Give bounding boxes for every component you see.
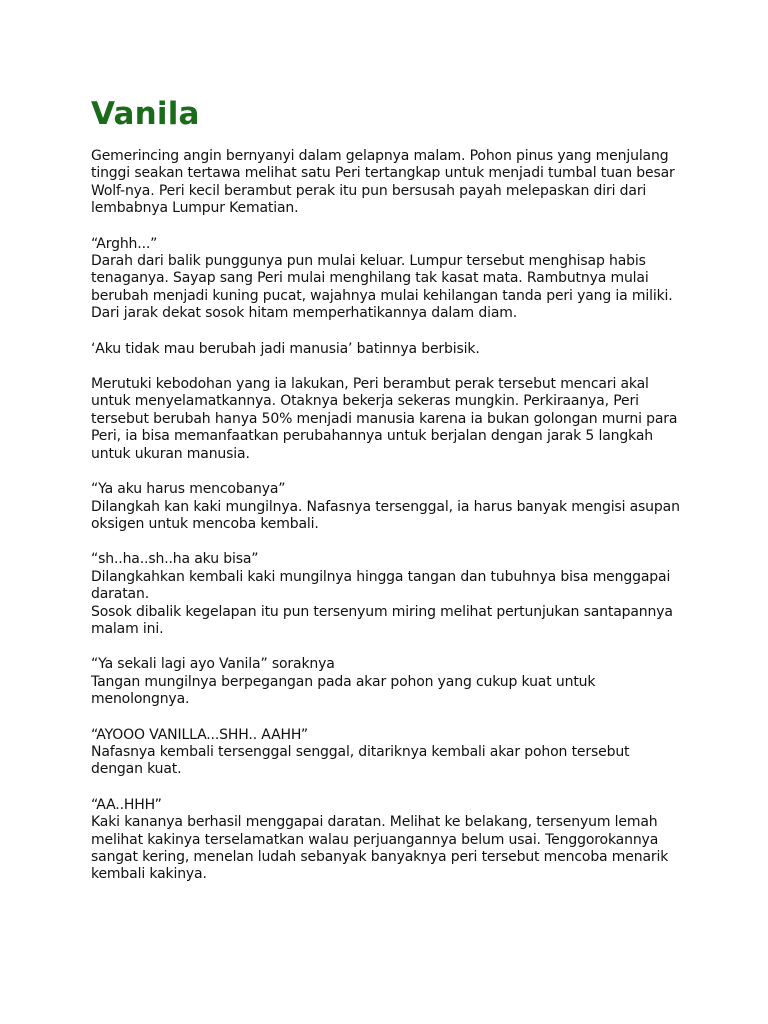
paragraph-line: Tangan mungilnya berpegangan pada akar pohon yang cukup kuat untuk menolongnya. <box>91 673 596 708</box>
dialogue-line: “AYOOO VANILLA...SHH.. AAHH” <box>91 726 308 743</box>
paragraph-line: Gemerincing angin bernyanyi dalam gelapnya malam. Pohon pinus yang menjulang tinggi seakan tertawa melihat satu Peri tertangkap untuk menjadi tumbal tuan besar Wolf-nya. Peri kecil berambut perak itu pun bersusah payah melepaskan diri dari lembabnya Lumpur Kematian. <box>91 148 675 217</box>
paragraph-line: Nafasnya kembali tersenggal senggal, ditariknya kembali akar pohon tersebut dengan kuat. <box>91 743 630 778</box>
paragraph-line: Darah dari balik punggunya pun mulai keluar. Lumpur tersebut menghisap habis tenaganya. Sayap sang Peri mulai menghilang tak kasat mata. Rambutnya mulai berubah menjadi kuning pucat, wajahnya mulai kehilangan tanda peri yang ia miliki. Dari jarak dekat sosok hitam memperhatikannya dalam diam. <box>91 253 673 322</box>
dialogue-line: “Arghh...” <box>91 235 158 252</box>
paragraph-8 <box>91 727 681 779</box>
document-title: Vanila <box>91 96 200 132</box>
document-body <box>91 148 681 884</box>
dialogue-line: “AA..HHH” <box>91 796 162 813</box>
dialogue-line: “Ya sekali lagi ayo Vanila” soraknya <box>91 656 335 673</box>
paragraph-5 <box>91 481 681 533</box>
paragraph-4 <box>91 376 681 463</box>
paragraph-6 <box>91 551 681 638</box>
paragraph-line: Kaki kananya berhasil menggapai daratan. Melihat ke belakang, tersenyum lemah melihat kakinya terselamatkan walau perjuangannya belum usai. Tenggorokannya sangat kering, menelan ludah sebanyak banyaknya peri tersebut mencoba menarik kembali kakinya. <box>91 814 669 883</box>
paragraph-9 <box>91 797 681 884</box>
paragraph-line: Merutuki kebodohan yang ia lakukan, Peri berambut perak tersebut mencari akal untuk menyelamatkannya. Otaknya bekerja sekeras mungkin. Perkiraanya, Peri tersebut berubah hanya 50% menjadi manusia karena ia bukan golongan murni para Peri, ia bisa memanfaatkan perubahannya untuk berjalan dengan jarak 5 langkah untuk ukuran manusia. <box>91 376 678 462</box>
dialogue-line: “Ya aku harus mencobanya” <box>91 481 286 498</box>
paragraph-7 <box>91 656 681 708</box>
dialogue-line: “sh..ha..sh..ha aku bisa” <box>91 551 259 568</box>
paragraph-2 <box>91 236 681 323</box>
paragraph-1 <box>91 148 681 218</box>
paragraph-line: Dilangkahkan kembali kaki mungilnya hingga tangan dan tubuhnya bisa menggapai daratan. <box>91 568 671 603</box>
paragraph-line: Sosok dibalik kegelapan itu pun tersenyum miring melihat pertunjukan santapannya malam ini. <box>91 603 673 637</box>
paragraph-3 <box>91 341 681 358</box>
paragraph-line: Dilangkah kan kaki mungilnya. Nafasnya tersenggal, ia harus banyak mengisi asupan oksigen untuk mencoba kembali. <box>91 498 680 532</box>
paragraph-line: ‘Aku tidak mau berubah jadi manusia’ batinnya berbisik. <box>91 340 480 357</box>
